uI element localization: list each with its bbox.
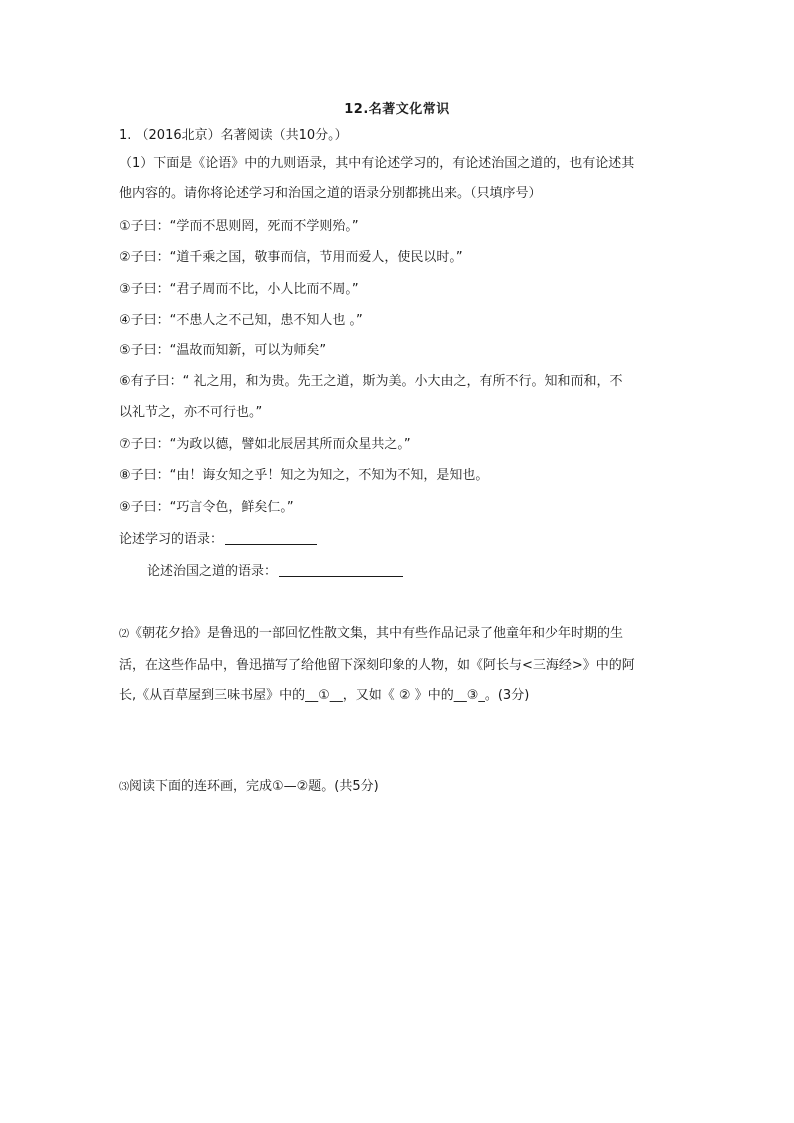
part-2-text-1: 《朝花夕拾》是鲁迅的一部回忆性散文集，其中有些作品记录了他童年和少年时期的生	[129, 626, 624, 641]
part-3-line	[119, 777, 679, 798]
answer-govern-row	[147, 562, 707, 582]
part-1-intro-line-2: 他内容的。请你将论述学习和治国之道的语录分别都挑出来。（只填序号）	[119, 186, 542, 201]
quote-4: ④子曰：“不患人之不己知，患不知人也 。”	[119, 313, 363, 328]
part-2-line-3: 长,《从百草屋到三味书屋》中的__①__，又如《 ② 》中的__③_。(3分)	[119, 688, 530, 703]
quote-9: ⑨子曰：“巧言令色，鲜矣仁。”	[119, 500, 294, 515]
answer-study-row	[119, 530, 679, 550]
quote-6-line-1: ⑥有子曰：“ 礼之用，和为贵。先王之道，斯为美。小大由之，有所不行。知和而和，不	[119, 374, 623, 389]
answer-study-blank[interactable]	[225, 530, 317, 545]
part-2-line-2: 活，在这些作品中，鲁迅描写了给他留下深刻印象的人物，如《阿长与<三海经>》中的阿	[119, 658, 635, 673]
part-1-intro-line-1: （1）下面是《论语》中的九则语录，其中有论述学习的，有论述治国之道的，也有论述其	[119, 156, 635, 171]
answer-govern-blank[interactable]	[279, 562, 403, 577]
part-3-number: ⑶	[119, 782, 129, 793]
quote-1: ①子曰：“学而不思则罔，死而不学则殆。”	[119, 219, 359, 234]
part-2-number: ⑵	[119, 629, 129, 640]
answer-study-label: 论述学习的语录：	[119, 532, 224, 547]
quote-3: ③子曰：“君子周而不比，小人比而不周。”	[119, 282, 359, 297]
part-3-text: 阅读下面的连环画，完成①—②题。(共5分)	[129, 779, 379, 794]
quote-6-line-2: 以礼节之，亦不可行也。”	[119, 405, 263, 420]
quote-2: ②子曰：“道千乘之国，敬事而信，节用而爱人，使民以时。”	[119, 250, 463, 265]
answer-govern-label: 论述治国之道的语录：	[147, 564, 278, 579]
quote-8: ⑧子曰：“由！诲女知之乎！知之为知之，不知为不知，是知也。	[119, 468, 489, 483]
question-1-header: 1. （2016北京）名著阅读（共10分。）	[119, 128, 348, 143]
part-2-line-1	[119, 624, 679, 645]
page-title: 12.名著文化常识	[344, 102, 450, 117]
quote-7: ⑦子曰：“为政以德，譬如北辰居其所而众星共之。”	[119, 437, 411, 452]
quote-5: ⑤子曰：“温故而知新，可以为师矣”	[119, 343, 327, 358]
